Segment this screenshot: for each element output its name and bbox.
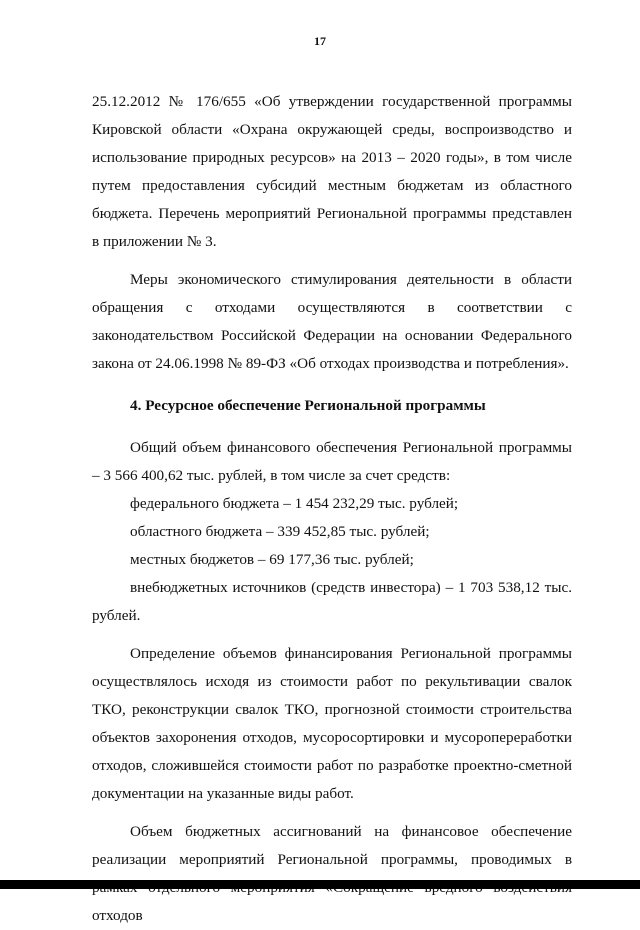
scan-bottom-edge <box>0 880 640 889</box>
paragraph-economic-measures: Меры экономического стимулирования деятельности в области обращения с отходами осуществляются в соответствии с законодательством Российской Федерации на основании Федерального закона от 24.06.1998 № 89-ФЗ «Об отходах производства и потребления». <box>92 271 572 372</box>
funding-extrabudgetary: внебюджетных источников (средств инвестора) – 1 703 538,12 тыс. рублей. <box>92 579 572 624</box>
paragraph-funding-basis: Определение объемов финансирования Региональной программы осуществлялось исходя из стоимости работ по рекультивации свалок ТКО, реконструкции свалок ТКО, прогнозной стоимости строительства объектов захоронения отходов, мусоросортировки и мусоропереработки отходов, сложившейся стоимости работ по разработке проектно-сметной документации на указанные виды работ. <box>92 645 572 802</box>
funding-federal: федерального бюджета – 1 454 232,29 тыс. рублей; <box>130 495 459 512</box>
page-number: 17 <box>314 34 326 48</box>
paragraph-budget-allocations: Объем бюджетных ассигнований на финансовое обеспечение реализации мероприятий Региональной программы, проводимых в отходов <box>92 823 572 924</box>
paragraph-total-funding: Общий объем финансового обеспечения Региональной программы – 3 566 400,62 тыс. рублей, в том числе за счет средств: <box>92 439 572 484</box>
document-body <box>92 88 572 930</box>
funding-local: местных бюджетов – 69 177,36 тыс. рублей; <box>130 551 414 568</box>
funding-regional: областного бюджета – 339 452,85 тыс. рублей; <box>130 523 430 540</box>
paragraph-continuation: 25.12.2012 № 176/655 «Об утверждении государственной программы Кировской области «Охрана окружающей среды, воспроизводство и использование природных ресурсов» на 2013 – 2020 годы», в том числе путем предоставления субсидий местным бюджетам из областного бюджета. Перечень мероприятий Региональной программы представлен в приложении № 3. <box>92 93 572 250</box>
section-heading: 4. Ресурсное обеспечение Региональной программы <box>130 397 486 414</box>
